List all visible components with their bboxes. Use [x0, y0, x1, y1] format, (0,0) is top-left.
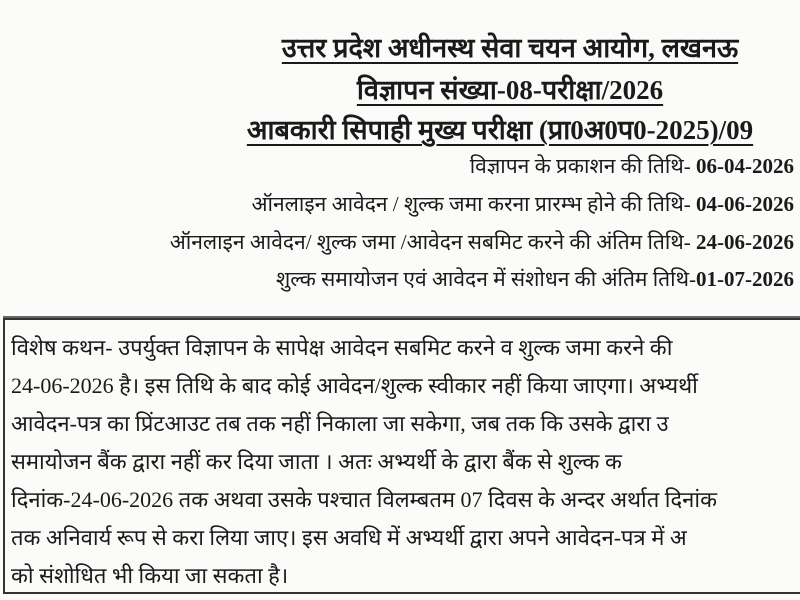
notice-line: आवेदन-पत्र का प्रिंटआउट तब तक नहीं निकाला जा सकेगा, जब तक कि उसके द्वारा उ — [11, 411, 669, 436]
date-row — [470, 152, 794, 180]
date-row — [252, 190, 794, 218]
notice-line: दिनांक-24-06-2026 तक अथवा उसके पश्चात विलम्बतम 07 दिवस के अन्दर अर्थात दिनांक — [11, 487, 717, 512]
date-value: 24-06-2026 — [696, 230, 794, 254]
date-label: ऑनलाइन आवेदन / शुल्क जमा करना प्रारम्भ होने की तिथि- — [251, 192, 691, 216]
date-row — [276, 265, 794, 293]
date-label: शुल्क समायोजन एवं आवेदन में संशोधन की अंतिम तिथि- — [275, 267, 696, 291]
notice-box — [3, 318, 800, 594]
notice-line: तक अनिवार्य रूप से करा लिया जाए। इस अवधि में अभ्यर्थी द्वारा अपने आवेदन-पत्र में अ — [11, 525, 687, 550]
advertisement-number-text: विज्ञापन संख्या-08-परीक्षा/2026 — [356, 75, 664, 105]
advertisement-number — [200, 70, 800, 107]
organization-title — [200, 28, 800, 65]
date-value: 01-07-2026 — [696, 267, 794, 291]
notice-line: विशेष कथन- उपर्युक्त विज्ञापन के सापेक्ष आवेदन सबमिट करने व शुल्क जमा करने की — [11, 335, 673, 360]
date-label: विज्ञापन के प्रकाशन की तिथि- — [469, 154, 691, 178]
date-row — [170, 228, 794, 256]
notice-line: 24-06-2026 है। इस तिथि के बाद कोई आवेदन/शुल्क स्वीकार नहीं किया जाएगा। अभ्यर्थी — [11, 373, 698, 398]
date-value: 04-06-2026 — [696, 192, 794, 216]
notice-line: समायोजन बैंक द्वारा नहीं कर दिया जाता । अतः अभ्यर्थी के द्वारा बैंक से शुल्क क — [11, 449, 622, 474]
exam-title-text: आबकारी सिपाही मुख्य परीक्षा (प्रा0अ0प0-2025)/09 — [246, 115, 754, 145]
exam-title — [190, 110, 800, 147]
organization-title-text: उत्तर प्रदेश अधीनस्थ सेवा चयन आयोग, लखनऊ — [281, 33, 739, 63]
date-value: 06-04-2026 — [696, 154, 794, 178]
notice-line: को संशोधित भी किया जा सकता है। — [11, 563, 289, 588]
date-label: ऑनलाइन आवेदन/ शुल्क जमा /आवेदन सबमिट करने की अंतिम तिथि- — [169, 230, 691, 254]
